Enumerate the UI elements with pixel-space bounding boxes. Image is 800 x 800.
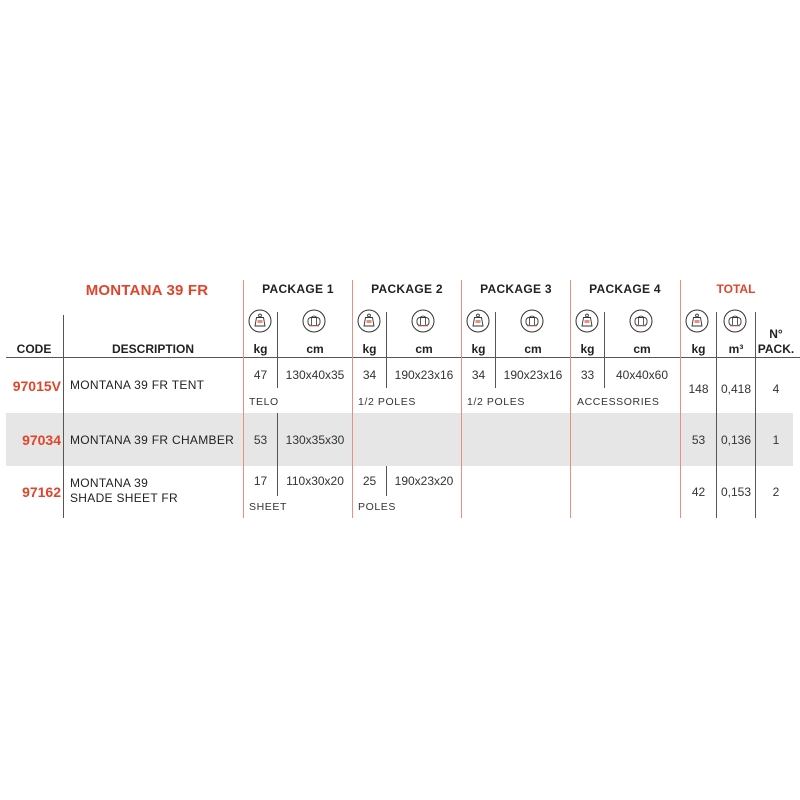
package-3-content: 1/2 POLES: [467, 396, 525, 408]
package-4-kg: 33: [580, 368, 595, 382]
package-1-cm: 110x30x20: [286, 474, 344, 488]
package-4-cm: 40x40x60: [615, 368, 669, 382]
weight-icon: [466, 309, 490, 333]
package-2-cm-unit: cm: [415, 342, 433, 356]
package-2-header: PACKAGE 2: [371, 282, 443, 296]
duffel-bag-icon: [411, 309, 435, 333]
package-1-header: PACKAGE 1: [262, 282, 334, 296]
weight-icon: [685, 309, 709, 333]
product-code: 97034: [22, 432, 61, 448]
weight-icon: [357, 309, 381, 333]
code-description-divider: [63, 315, 64, 518]
package-2-cm: 190x23x16: [394, 368, 454, 382]
package-1-content: SHEET: [249, 501, 288, 513]
duffel-bag-icon: [302, 309, 326, 333]
total-kg: 148: [688, 382, 709, 396]
code-column-header: CODE: [16, 342, 52, 356]
packs-unit-line2: PACK.: [757, 342, 795, 356]
pack-count: 4: [772, 382, 780, 396]
package-4-cm-unit: cm: [633, 342, 651, 356]
duffel-bag-icon: [723, 309, 747, 333]
product-description-line2: SHADE SHEET FR: [70, 491, 178, 505]
total-divider: [680, 280, 681, 518]
total-m3: 0,153: [720, 485, 752, 499]
total-m3-unit: m³: [728, 342, 744, 356]
package-1-kg: 47: [253, 368, 268, 382]
product-description: MONTANA 39 FR CHAMBER: [70, 433, 235, 447]
package-1-kg: 53: [253, 433, 268, 447]
package-2-cm: 190x23x20: [394, 474, 454, 488]
package-1-content: TELO: [249, 396, 279, 408]
pack-count: 2: [772, 485, 780, 499]
duffel-bag-icon: [520, 309, 544, 333]
product-title: MONTANA 39 FR: [85, 282, 209, 299]
product-code: 97015V: [12, 378, 61, 394]
package-3-header: PACKAGE 3: [480, 282, 552, 296]
weight-icon: [575, 309, 599, 333]
package-1-cm: 130x35x30: [285, 433, 345, 447]
package-3-cm: 190x23x16: [503, 368, 563, 382]
total-header: TOTAL: [716, 282, 756, 296]
package-1-kg: 17: [253, 474, 268, 488]
product-description: MONTANA 39: [70, 476, 149, 490]
description-column-header: DESCRIPTION: [111, 342, 194, 356]
package-2-kg: 34: [362, 368, 377, 382]
total-m3: 0,136: [720, 433, 752, 447]
duffel-bag-icon: [629, 309, 653, 333]
packs-unit-line1: N°: [769, 327, 783, 341]
weight-icon: [248, 309, 272, 333]
package-2-kg: 25: [362, 474, 377, 488]
package-4-divider: [570, 280, 571, 518]
total-m3: 0,418: [720, 382, 752, 396]
package-3-divider: [461, 280, 462, 518]
package-3-kg: 34: [471, 368, 486, 382]
product-description: MONTANA 39 FR TENT: [70, 378, 205, 392]
package-2-kg-unit: kg: [362, 342, 377, 356]
total-kg-unit: kg: [691, 342, 706, 356]
total-kg: 53: [691, 433, 706, 447]
package-3-kg-unit: kg: [471, 342, 486, 356]
package-1-cm: 130x40x35: [285, 368, 345, 382]
product-code: 97162: [22, 484, 61, 500]
total-kg: 42: [691, 485, 706, 499]
pack-count: 1: [772, 433, 780, 447]
package-4-kg-unit: kg: [580, 342, 595, 356]
package-2-content: POLES: [358, 501, 397, 513]
package-2-content: 1/2 POLES: [358, 396, 416, 408]
package-1-cm-unit: cm: [306, 342, 324, 356]
package-1-kg-unit: kg: [253, 342, 268, 356]
package-3-cm-unit: cm: [524, 342, 542, 356]
package-4-header: PACKAGE 4: [589, 282, 661, 296]
package-4-content: ACCESSORIES: [577, 396, 660, 408]
